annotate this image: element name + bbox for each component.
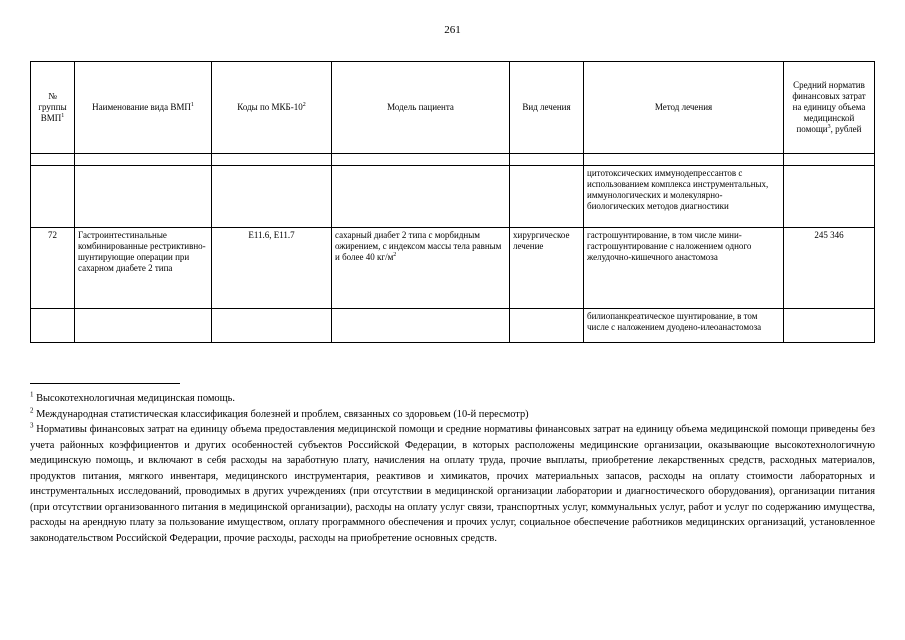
header-icd: Коды по МКБ-$10^2$ <box>212 62 332 154</box>
cell-method: цитотоксических иммунодепрессантов с использованием комплекса инструментальных, иммунологических и молекулярно-биологических методов диагностики <box>584 166 784 228</box>
footnote-1: $^1$ Высокотехнологичная медицинская помощь. <box>30 390 235 404</box>
header-norm: Средний норматив финансовых затрат на единицу объема медицинской помощи$^3$, рублей <box>784 62 875 154</box>
header-treatment-type: Вид лечения <box>510 62 584 154</box>
footnote-separator <box>30 383 180 384</box>
footnotes <box>30 391 875 546</box>
header-group: № группы ВМП$^1$ <box>31 62 75 154</box>
cell-name: Гастроинтестинальные комбинированные рестриктивно-шунтирующие операции при сахарном диабете 2 типа <box>75 228 212 309</box>
cell-treatment-type: хирургическое лечение <box>510 228 584 309</box>
header-name: Наименование вида ВМП$^1$ <box>75 62 212 154</box>
footnote-3: $^3$ Нормативы финансовых затрат на единицу объема предоставления медицинской помощи и средние нормативы финансовых затрат на единицу объема медицинской помощи приведены без учета районных коэффициентов и других особенностей субъектов Российской Федерации, в которых расположены медицинские организации, оказывающие высокотехнологичную медицинскую помощь, и включают в себя расходы на заработную плату, начисления на оплату труда, прочие выплаты, приобретение лекарственных средств, расходных материалов, продуктов питания, мягкого инвентаря, медицинского инструментария, реактивов и химикатов, прочих материальных запасов, расходы на оплату стоимости лабораторных и инструментальных исследований, проводимых в других учреждениях (при отсутствии в медицинской организации лаборатории и диагностического оборудования), организации питания (при отсутствии организованного питания в медицинской организации), расходы на оплату услуг связи, транспортных услуг, коммунальных услуг, работ и услуг по содержанию имущества, расходы на арендную плату за пользование имуществом, оплату программного обеспечения и прочих услуг, социальное обеспечение работников медицинских организаций, установленное законодательством Российской Федерации, прочие расходы, расходы на приобретение основных средств. <box>30 421 875 544</box>
table-row-continuation <box>31 166 875 228</box>
cell-method: гастрошунтирование, в том числе мини-гастрошунтирование с наложением одного желудочно-кишечного анастомоза <box>584 228 784 309</box>
cell-norm: 245 346 <box>784 228 875 309</box>
cell-method: билиопанкреатическое шунтирование, в том числе с наложением дуодено-илеоанастомоза <box>584 309 784 343</box>
header-method: Метод лечения <box>584 62 784 154</box>
table-row <box>31 228 875 309</box>
cell-icd: E11.6, E11.7 <box>212 228 332 309</box>
cell-group: 72 <box>31 228 75 309</box>
cell-patient-model: сахарный диабет 2 типа с морбидным ожирением, с индексом массы тела равным и более 40 $кг/м^2$ <box>332 228 510 309</box>
vmp-table <box>30 61 875 343</box>
table-row-extra-method <box>31 309 875 343</box>
table-row-empty <box>31 154 875 166</box>
footnote-2: $^2$ Международная статистическая классификация болезней и проблем, связанных со здоровьем (10-й пересмотр) <box>30 406 529 420</box>
header-patient-model: Модель пациента <box>332 62 510 154</box>
page-number: 261 <box>444 24 461 36</box>
table-header-row <box>31 62 875 154</box>
